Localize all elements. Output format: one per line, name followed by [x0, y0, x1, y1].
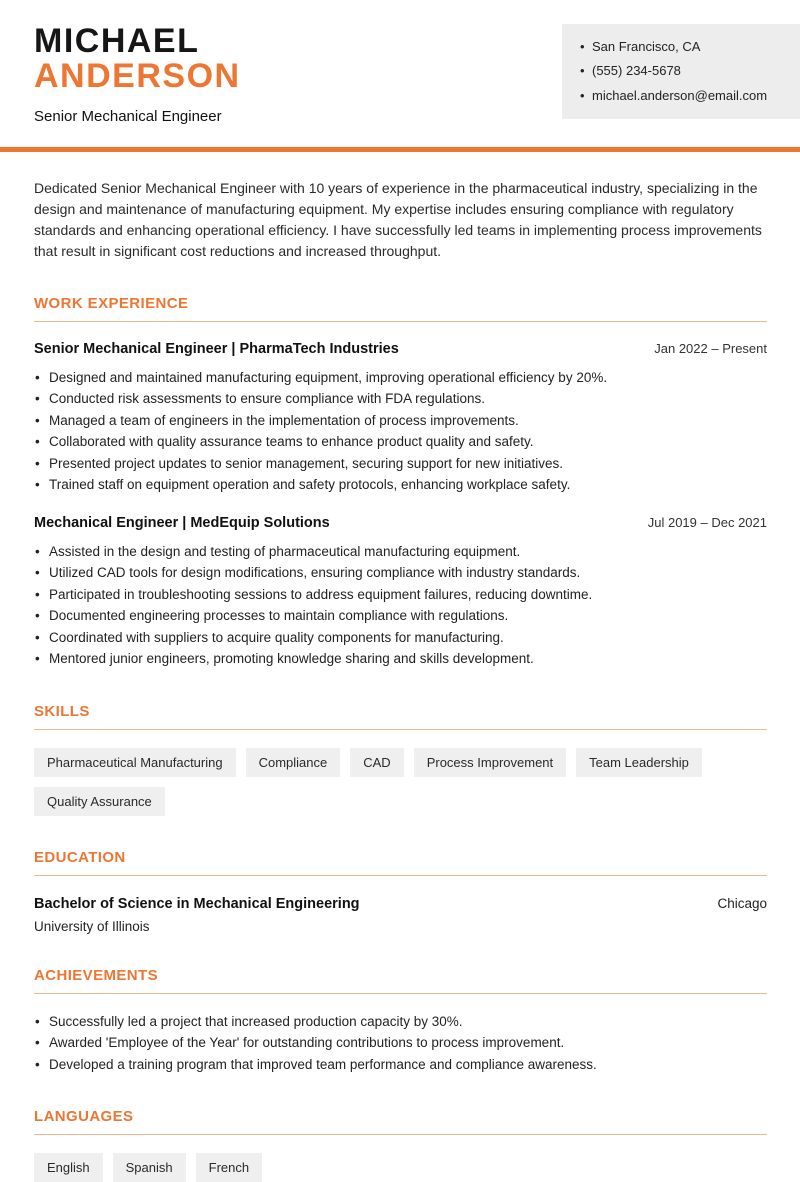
job-bullet: • Coordinated with suppliers to acquire quality components for manufacturing.: [34, 627, 767, 649]
job-dates: Jan 2022 – Present: [654, 340, 767, 356]
languages-tag-row: [34, 1153, 767, 1182]
last-name: ANDERSON: [34, 57, 241, 96]
job-bullet: • Documented engineering processes to maintain compliance with regulations.: [34, 605, 767, 627]
education-location: Chicago: [717, 895, 767, 911]
section-title-skills: SKILLS: [34, 703, 767, 730]
education-head: [34, 896, 767, 912]
job-bullet: • Trained staff on equipment operation and safety protocols, enhancing workplace safety.: [34, 474, 767, 496]
job-bullet: • Conducted risk assessments to ensure compliance with FDA regulations.: [34, 388, 767, 410]
job-bullet: • Assisted in the design and testing of pharmaceutical manufacturing equipment.: [34, 541, 767, 563]
achievement-bullet: • Developed a training program that improved team performance and compliance awareness.: [34, 1054, 767, 1076]
section-title-education: EDUCATION: [34, 849, 767, 876]
job-head: [34, 341, 767, 357]
section-title-work-experience: WORK EXPERIENCE: [34, 295, 767, 322]
skills-tag-row: [34, 748, 767, 816]
job-head: [34, 515, 767, 531]
language-tag: French: [196, 1153, 262, 1182]
language-tag: Spanish: [113, 1153, 186, 1182]
job-bullet: • Managed a team of engineers in the implementation of process improvements.: [34, 410, 767, 432]
job-bullet: • Mentored junior engineers, promoting knowledge sharing and skills development.: [34, 648, 767, 670]
education-school: University of Illinois: [34, 918, 150, 934]
skill-tag: Compliance: [246, 748, 341, 777]
section-education: [34, 849, 767, 934]
job-bullet: • Presented project updates to senior management, securing support for new initiatives.: [34, 453, 767, 475]
section-title-languages: LANGUAGES: [34, 1108, 767, 1135]
skill-tag: Quality Assurance: [34, 787, 165, 816]
section-languages: [34, 1108, 767, 1182]
first-name: MICHAEL: [34, 22, 200, 60]
achievement-bullet: • Awarded 'Employee of the Year' for outstanding contributions to process improvement.: [34, 1032, 767, 1054]
skill-tag: Pharmaceutical Manufacturing: [34, 748, 236, 777]
resume-content: [0, 178, 800, 1182]
job-bullet: • Participated in troubleshooting sessions to address equipment failures, reducing downtime.: [34, 584, 767, 606]
name-block: [34, 24, 241, 125]
section-work-experience: [34, 295, 767, 670]
achievement-bullet: • Successfully led a project that increased production capacity by 30%.: [34, 1011, 767, 1033]
section-achievements: [34, 967, 767, 1076]
job-title: Senior Mechanical Engineer | PharmaTech Industries: [34, 340, 399, 357]
job-dates: Jul 2019 – Dec 2021: [647, 514, 767, 530]
job-entry: [34, 341, 767, 496]
achievements-list: [34, 1011, 767, 1076]
skill-tag: Process Improvement: [414, 748, 566, 777]
job-bullet: • Designed and maintained manufacturing equipment, improving operational efficiency by 20%.: [34, 367, 767, 389]
skill-tag: CAD: [350, 748, 403, 777]
accent-divider: [0, 147, 800, 152]
contact-box: [562, 24, 800, 119]
education-degree: Bachelor of Science in Mechanical Engineering: [34, 895, 360, 912]
job-bullet-list: [34, 367, 767, 496]
summary-paragraph: Dedicated Senior Mechanical Engineer with 10 years of experience in the pharmaceutical industry, specializing in the design and maintenance of manufacturing equipment. My expertise includes ensuring compliance with regulatory standards and enhancing operational efficiency. I have successfully led teams in implementing process improvements that result in significant cost reductions and increased throughput.: [34, 179, 762, 259]
job-entry: [34, 515, 767, 670]
contact-item: • (555) 234-5678: [580, 64, 782, 78]
contact-item: • michael.anderson@email.com: [580, 89, 782, 103]
section-skills: [34, 703, 767, 816]
skill-tag: Team Leadership: [576, 748, 702, 777]
header-job-title: Senior Mechanical Engineer: [34, 107, 222, 125]
job-bullet: • Collaborated with quality assurance teams to enhance product quality and safety.: [34, 431, 767, 453]
job-bullet: • Utilized CAD tools for design modifications, ensuring compliance with industry standards.: [34, 562, 767, 584]
job-title: Mechanical Engineer | MedEquip Solutions: [34, 514, 330, 531]
section-title-achievements: ACHIEVEMENTS: [34, 967, 767, 994]
job-bullet-list: [34, 541, 767, 670]
header: [0, 0, 800, 125]
contact-item: • San Francisco, CA: [580, 40, 782, 54]
language-tag: English: [34, 1153, 103, 1182]
